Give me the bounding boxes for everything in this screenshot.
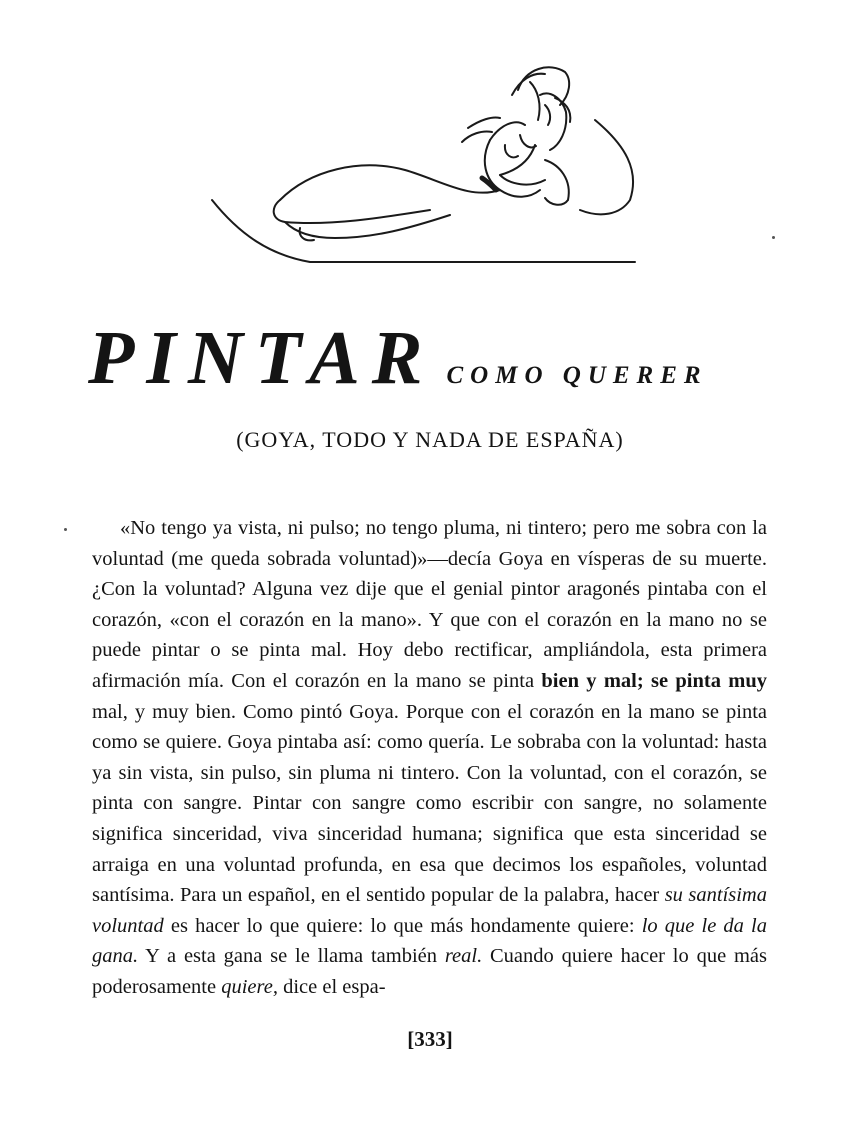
chapter-subtitle: (GOYA, TODO Y NADA DE ESPAÑA) (236, 427, 624, 452)
text-run: Y a esta gana se le llama también (138, 945, 445, 968)
text-run: es hacer lo que quiere: lo que más hondamente quiere: (163, 914, 642, 937)
italic-run: lo que le da la gana. (92, 914, 767, 968)
page-number: [333] (407, 1027, 453, 1051)
italic-run: su santísima voluntad (92, 884, 767, 937)
title-main: PINTAR (88, 316, 435, 400)
text-run: Cuando quiere hacer lo que más poderosamente (92, 945, 767, 998)
chapter-title (88, 316, 788, 400)
text-run: mal, y muy bien. Como pintó Goya. Porque con el corazón en la mano se pinta como se quiere. Goya pintaba así: como quería. Le sobraba con la voluntad: hasta ya sin vista, sin pulso, sin pluma ni tintero. Con la voluntad, con el corazón, se pinta con sangre. Pintar con sangre como escribir con sangre, no solamente significa sinceridad, viva sinceridad humana; significa que esta sinceridad se arraiga en una voluntad profunda, en esa que decimos los españoles, voluntad santísima. Para un español, en el sentido popular de la palabra, hacer (92, 700, 767, 907)
reclining-figure-drawing (200, 50, 650, 280)
margin-mark (64, 528, 67, 531)
margin-mark (772, 236, 775, 239)
bold-run: bien y mal; se pinta muy (541, 669, 768, 692)
italic-run: real. (444, 945, 483, 968)
title-sub: COMO QUERER (446, 362, 708, 389)
italic-run: quiere, (221, 975, 278, 998)
text-run: «No tengo ya vista, ni pulso; no tengo pluma, ni tintero; pero me sobra con la voluntad (me queda sobrada voluntad)»—decía Goya en vísperas de su muerte. ¿Con la voluntad? Alguna vez dije que el genial pintor aragonés pintaba con el corazón, «con el corazón en la mano». Y que con el corazón en la mano no se puede pintar o se pinta mal. Hoy debo rectificar, ampliándola, esta primera afirmación mía. Con el corazón en la mano se pinta (92, 517, 767, 692)
body-paragraph (92, 513, 767, 1003)
text-run: dice el espa- (277, 975, 386, 998)
